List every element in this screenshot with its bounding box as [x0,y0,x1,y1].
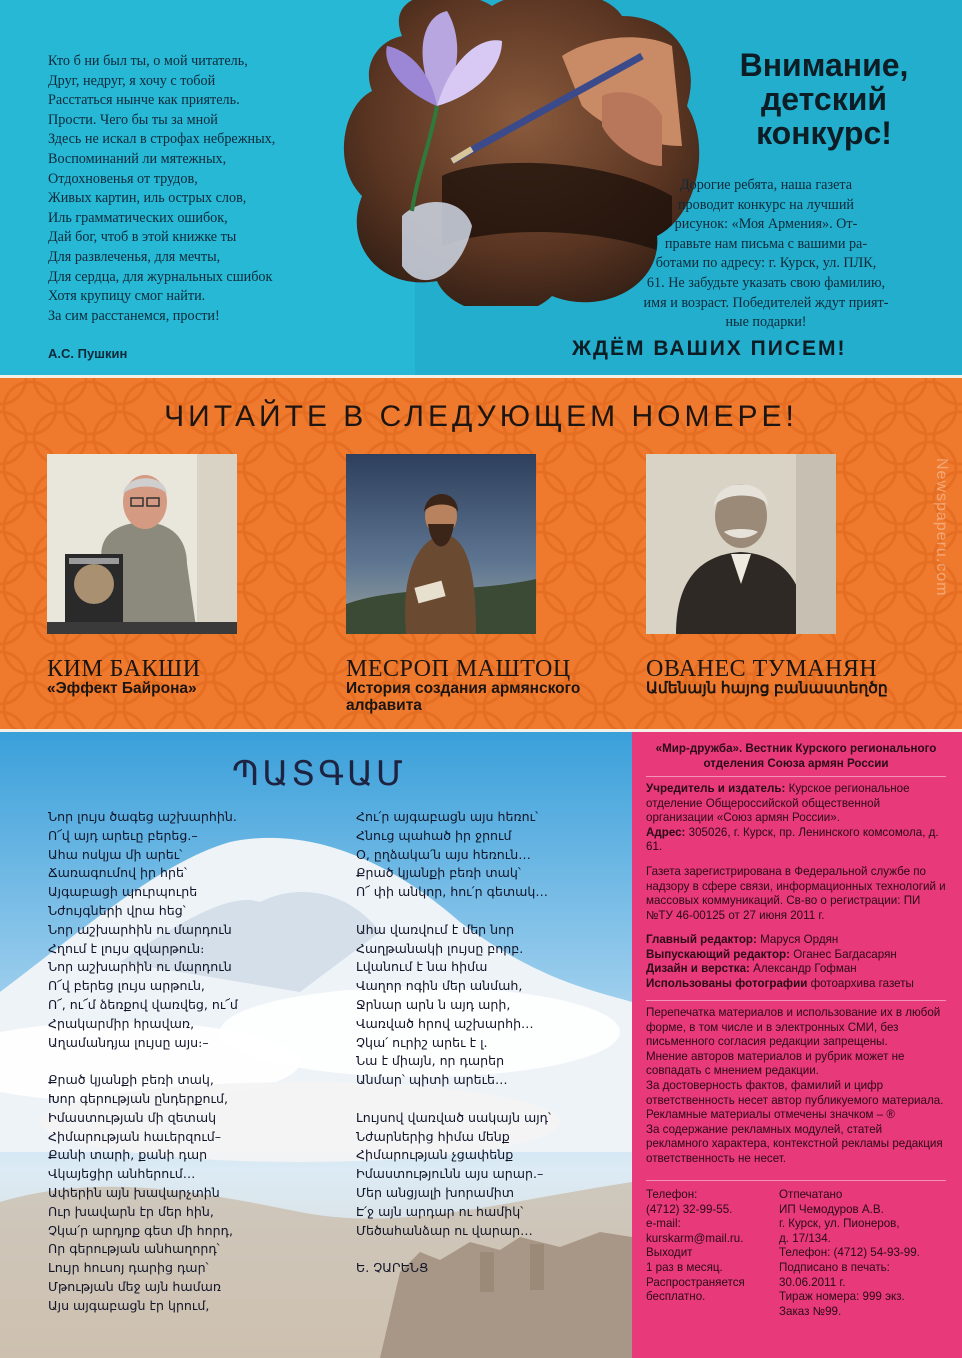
poem-line: Է՛ջ այն արդար ու համիկ՝ [356,1203,524,1219]
pushkin-poem [48,52,348,326]
contacts-left [646,1188,766,1305]
item-name-mesrop-mashtots: МЕСРОП МАШТОЦ [346,656,571,682]
poem-line: Աղամանդյա լույսը այս։– [48,1034,209,1050]
poem-line: Նա է միայն, որ դարեր [356,1053,505,1069]
poem-line: Ջրնար արն ն այդ արի, [356,996,511,1012]
poem-line: Մթության մեջ այն համառ [48,1278,222,1294]
print-line: ИП Чемодуров А.В. [779,1202,884,1216]
chief-editor: Маруся Ордян [760,933,839,946]
print-line: 30.06.2011 г. [779,1275,846,1289]
contact-line: Выходит [646,1246,693,1260]
poem-line: Նոր աշխարհին ու մարդուն [48,959,232,975]
poem-line: Քանի տարի, քանի դար [48,1147,208,1163]
imprint-masthead: «Мир-дружба». Вестник Курского регионального отделения Союза армян России [655,742,937,770]
poem-line: Հիմարության չցափենք [356,1147,514,1163]
print-line: Заказ №99. [779,1304,842,1318]
mesrop-mashtots-painting [346,454,536,634]
poem-line: Друг, недруг, я хочу с тобой [48,72,216,89]
contest-line: Дорогие ребята, наша газета [679,177,853,193]
poem-line: Հրակարմիր հրավառ, [48,1015,195,1031]
poem-line: Նոր լույս ծագեց աշխարհին. [48,809,237,824]
poem-line: Լույր հուսոյ դարից դար՝ [48,1260,209,1276]
publisher-label: Учредитель и издатель: [646,782,786,795]
poem-line: Նժարներից հիմա մենք [356,1128,510,1144]
poem-line: Նոր աշխարհին ու մարդուն [48,921,232,937]
next-issue-section [0,375,962,732]
poem-line: Լվանում է նա հիմա [356,959,488,975]
note: За содержание рекламных модулей, статей рекламного характера, контекстной рекламы редакция ответственность не несет. [646,1122,943,1165]
contact-line: 1 раз в месяц. [646,1260,723,1274]
poem-line: Հղում է լույս զվարթուն։ [48,940,205,956]
poem-line: Վառված հրով աշխարհի… [356,1015,534,1031]
poem-line: Отдохновенья от трудов, [48,170,198,187]
contest-description [596,176,936,333]
poem-line: Նժույգների վրա հեց՝ [48,902,186,918]
print-line: Тираж номера: 999 экз. [779,1290,905,1304]
contest-section [0,0,962,375]
next-issue-heading: ЧИТАЙТЕ В СЛЕДУЮЩЕМ НОМЕРЕ! [164,400,798,433]
contest-line: ные подарки! [725,314,807,331]
poem-line: Այգաբացի պուրպուրե [48,884,198,900]
note: Мнение авторов материалов и рубрик может не совпадать с мнением редакции. [646,1049,905,1078]
contest-title-line: Внимание, [739,47,909,83]
poem-line: Հաղթանակի լույսը բորբ. [356,940,524,956]
note: Рекламные материалы отмечены значком – ® [646,1108,895,1122]
contact-line: e-mail: [646,1217,681,1231]
poem-and-imprint-section [0,732,962,1358]
poem-line: Քրած կյանքի բեռի տակ՝ [356,865,521,881]
poem-line: Ճառագումով իր հրե՝ [48,865,187,881]
contest-line: рисунок: «Моя Армения». От- [674,216,858,233]
contact-line: бесплатно. [646,1290,706,1304]
poem-line: Хотя крупицу смог найти. [48,288,206,305]
poem-line: Расстаться нынче как приятель. [48,92,240,109]
poem-line: Ուր խավարն էր մեր հին, [48,1203,214,1219]
poem-line: Ո՜, ու՜մ ձեռքով վառվեց, ու՜մ [48,996,238,1012]
poem-line: Для развлеченья, для мечты, [48,248,221,265]
poem-line: За сим расстанемся, прости! [48,307,220,324]
poem-line: Մեր անցյալի խորամիտ [356,1184,515,1200]
email-link[interactable]: kurskarm@mail.ru. [646,1231,744,1245]
poem-line: Խոր գերության ընդերքում, [48,1090,228,1106]
address-text: 305026, г. Курск, пр. Ленинского комсомола, д. 61. [646,825,939,854]
poem-line: Իմաստությունն այս արար.– [356,1166,544,1182]
contest-line: проводит конкурс на лучший [677,196,855,213]
poem-line: Վկայեցիր անհերում… [48,1166,196,1182]
kim-bakshi-photo [47,454,237,634]
item-name-kim-bakshi: КИМ БАКШИ [47,656,201,682]
contest-line: 61. Не забудьте указать свою фамилию, [646,274,886,291]
contact-line: (4712) 32-99-55. [646,1202,733,1216]
poem-line: Ո՜վ բերեց լույս արթուն, [48,978,205,994]
poem-line: Հնուց պահած իր ջրում [356,827,512,843]
poem-line: Для сердца, для журнальных сшибок [48,268,273,285]
hovhannes-tumanyan-photo [646,454,836,634]
poem-line: Кто б ни был ты, о мой читатель, [48,53,248,69]
poem-line: Այս այգաբացն էր կրում, [48,1297,210,1313]
contest-title-line: конкурс! [756,115,892,151]
poem-line: Չկա՛ ուրիշ արեւ է լ. [356,1034,488,1050]
print-line: г. Курск, ул. Пионеров, [779,1217,900,1231]
poem-line: Ահա վառվում է մեր նոր [356,921,515,937]
photos-source: фотоархива газеты [810,976,914,990]
imprint-divider [646,1180,946,1181]
poem-author: А.С. Пушкин [48,346,128,361]
contest-title [704,48,944,150]
poem-line: Ափերին այն խավարչտին [48,1184,220,1200]
contest-line: правьте нам письма с вашими ра- [664,235,868,252]
contest-title-line: детский [760,81,888,117]
chief-editor-label: Главный редактор: [646,933,757,946]
imprint-publisher [646,782,946,855]
item-subtitle-kim-bakshi: «Эффект Байрона» [47,680,197,697]
print-line: Телефон: (4712) 54-93-99. [779,1246,920,1260]
poem-line: Որ գերության անհաղորդ՝ [48,1241,220,1257]
poem-line: Ո՜ փի անկոր, հու՛ր գետակ… [356,884,548,900]
poem-line: Живых картин, иль острых слов, [48,190,247,207]
contest-line: ботами по адресу: г. Курск, ул. ПЛК, [655,255,877,272]
imprint-notes [646,1006,946,1167]
issue-editor-label: Выпускающий редактор: [646,947,790,961]
contest-line: имя и возраст. Победителей ждут прият- [643,294,889,311]
poem-line: Լույսով վառված սակայն այդ՝ [356,1109,551,1125]
poem-line: Ահա ոսկյա մի արեւ՝ [48,846,183,862]
poem-line: Հիմարության հաւերզում– [48,1128,222,1144]
poem-line: Չկա՛ր արդյոք գետ մի հորդ, [48,1222,233,1238]
item-subtitle-mesrop-mashtots: История создания армянского алфавита [346,680,581,714]
poem-line: Վաղոր ոգին մեր անմահ, [356,978,523,994]
design-label: Дизайн и верстка: [646,962,750,976]
contact-line: Распространяется [646,1275,745,1289]
poem-line: Օ, ըղձակա՛ն այս հեռուն… [356,846,531,862]
site-watermark: Newspaperu.com [933,458,950,597]
poem-line: Ո՜վ այդ արեւը բերեց.– [48,827,198,843]
poem-line: Իմաստության մի զետակ [48,1109,217,1125]
contacts-right [779,1188,949,1319]
print-line: д. 17/134. [779,1231,831,1245]
poem-line: Дай бог, чтоб в этой книжке ты [48,229,237,246]
contact-line: Телефон: [646,1188,698,1201]
await-letters-slogan: ЖДЁМ ВАШИХ ПИСЕМ! [572,337,847,360]
print-line: Отпечатано [779,1188,843,1201]
note: Перепечатка материалов и использование их в любой форме, в том числе и в электронных СМИ, без письменного согласия редакции запрещены. [646,1006,941,1049]
poem-line: Անմար՝ պիտի արեւե… [356,1072,508,1088]
poem-line: Воспоминаний ли мятежных, [48,150,227,167]
poem-title-patgam: ՊԱՏԳԱՄ [232,756,406,793]
poem-author-charents: Ե. ՉԱՐԵՆՑ [356,1260,429,1276]
imprint-registration: Газета зарегистрирована в Федеральной службе по надзору в сфере связи, информационных технологий и массовых коммуникаций. Св-во о регистрации: ПИ №ТУ 46-00125 от 27 июня 2011 г. [646,865,946,922]
item-subtitle-tumanyan: Ամենայն հայոց բանաստեղծը [646,680,888,697]
poem-line: Иль грамматических ошибок, [48,209,228,226]
note: За достоверность фактов, фамилий и цифр ответственность несет автор публикуемого материала. [646,1078,944,1107]
imprint-staff [646,933,946,991]
armenian-poem-column-1 [48,808,238,1316]
item-name-tumanyan: ОВАНЕС ТУМАНЯН [646,656,878,682]
poem-line: Քրած կյանքի բեռի տակ, [48,1072,214,1088]
poem-line: Здесь не искал в строфах небрежных, [48,131,276,148]
publisher-text: Курское региональное отделение Общероссийской общественной организации «Союз армян России». [646,782,910,825]
photos-label: Использованы фотографии [646,976,808,990]
issue-editor: Оганес Багдасарян [793,947,897,961]
armenian-poem-column-2 [356,808,551,1278]
poem-line: Հու՛ր այգաբացն այս հեռու՝ [356,809,539,824]
poem-line: Прости. Чего бы ты за мной [48,111,218,128]
imprint-divider [646,1000,946,1001]
address-label: Адрес: [646,825,686,839]
poem-line: Մեծահանձար ու վարար… [356,1222,533,1238]
designer: Александр Гофман [753,962,857,976]
print-line: Подписано в печать: [779,1260,890,1274]
imprint-divider [646,776,946,777]
